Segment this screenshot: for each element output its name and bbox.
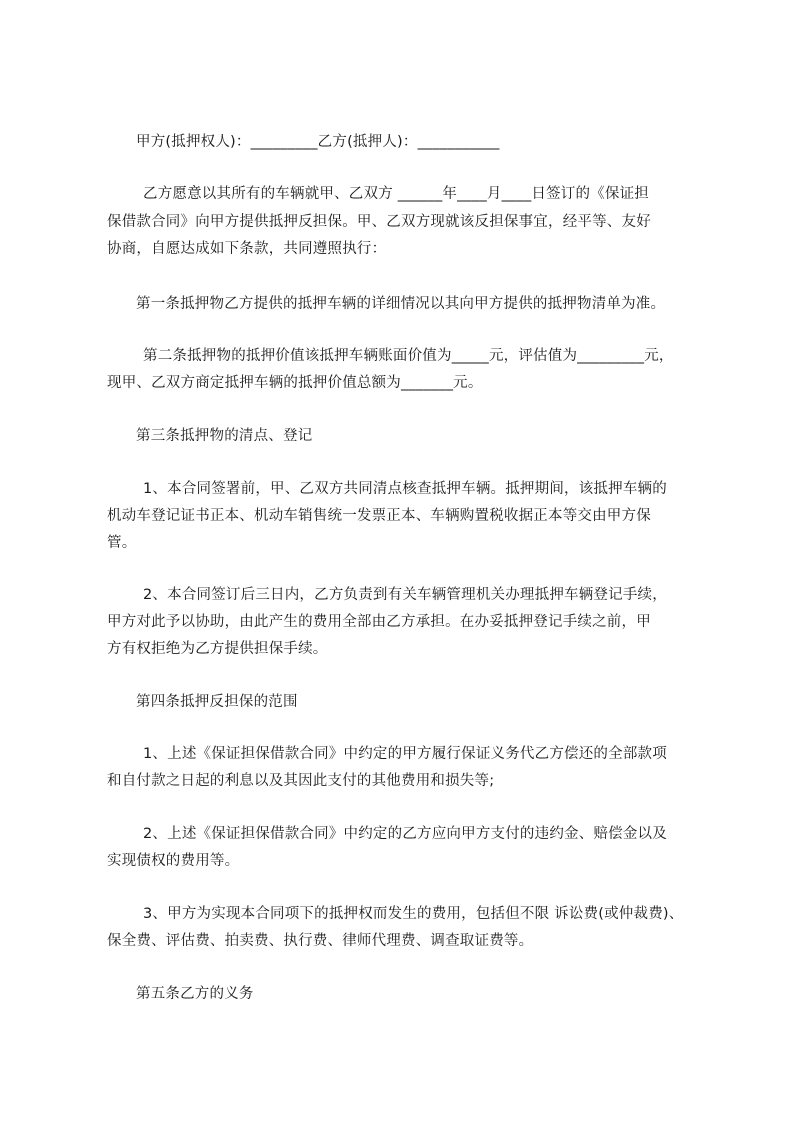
intro-line-3: 协商，自愿达成如下条款，共同遵照执行：: [107, 241, 387, 257]
article-4-item-2-line-2: 实现债权的费用等。: [107, 853, 240, 869]
article-3-item-1-line-2: 机动车登记证书正本、机动车销售统一发票正本、车辆购置税收据正本等交由甲方保: [107, 508, 651, 524]
article-2-line-1: 第二条抵押物的抵押价值该抵押车辆账面价值为_____元，评估值为_________元，: [143, 348, 674, 364]
article-3-item-1-line-1: 1、本合同签署前，甲、乙双方共同清点核查抵押车辆。抵押期间，该抵押车辆的: [143, 481, 667, 497]
article-2-line-2: 现甲、乙双方商定抵押车辆的抵押价值总额为_______元。: [107, 375, 483, 391]
article-4-item-2-line-1: 2、上述《保证担保借款合同》中约定的乙方应向甲方支付的违约金、赔偿金以及: [143, 826, 667, 842]
article-3-item-2-line-1: 2、本合同签订后三日内，乙方负责到有关车辆管理机关办理抵押车辆登记手续，: [143, 587, 667, 603]
article-3-item-1-line-3: 管。: [107, 535, 137, 551]
article-4-item-1-line-1: 1、上述《保证担保借款合同》中约定的甲方履行保证义务代乙方偿还的全部款项: [143, 746, 667, 762]
article-4-item-1-line-2: 和自付款之日起的利息以及其因此支付的其他费用和损失等;: [107, 773, 495, 789]
article-1: 第一条抵押物乙方提供的抵押车辆的详细情况以其向甲方提供的抵押物清单为准。: [136, 296, 666, 312]
article-4-title: 第四条抵押反担保的范围: [136, 694, 298, 710]
article-5-title: 第五条乙方的义务: [136, 986, 254, 1002]
article-3-item-2-line-2: 甲方对此予以协助，由此产生的费用全部由乙方承担。在办妥抵押登记手续之前，甲: [107, 614, 651, 630]
article-4-item-3-line-2: 保全费、评估费、拍卖费、执行费、律师代理费、调查取证费等。: [107, 933, 534, 949]
article-4-item-3-line-1: 3、甲方为实现本合同项下的抵押权而发生的费用，包括但不限 诉讼费(或仲裁费)、: [143, 906, 684, 922]
intro-line-2: 保借款合同》向甲方提供抵押反担保。甲、乙双方现就该反担保事宜，经平等、友好: [107, 214, 651, 230]
article-3-item-2-line-3: 方有权拒绝为乙方提供担保手续。: [107, 641, 328, 657]
parties-line: 甲方(抵押权人)：_________乙方(抵押人)：___________: [136, 134, 500, 150]
intro-line-1: 乙方愿意以其所有的车辆就甲、乙双方 ______年____月____日签订的《保证担: [143, 186, 650, 202]
article-3-title: 第三条抵押物的清点、登记: [136, 428, 313, 444]
